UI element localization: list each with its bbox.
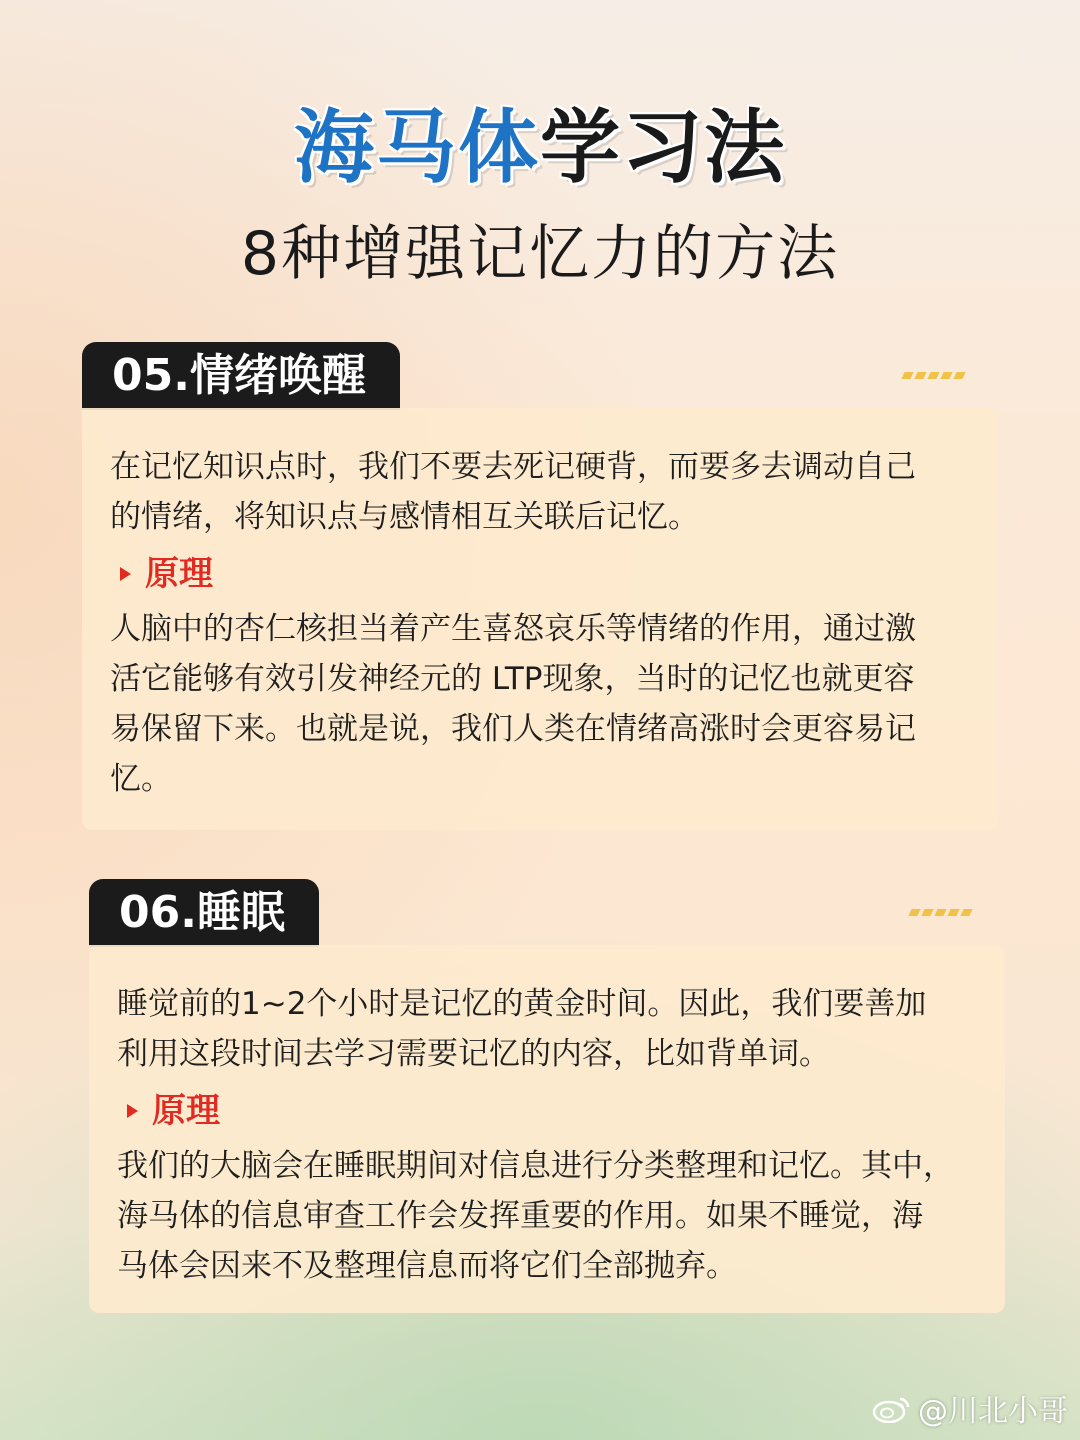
section-emotion (82, 342, 998, 830)
page-title (0, 100, 1080, 196)
intro-line: 利用这段时间去学习需要记忆的内容，比如背单词。 (117, 1036, 830, 1072)
triangle-bullet-icon (120, 567, 131, 581)
detail-line: 马体会因来不及整理信息而将它们全部抛弃。 (117, 1248, 737, 1284)
section-tab: 05.情绪唤醒 (82, 342, 400, 410)
decorative-dashes (903, 372, 964, 379)
title-rest: 学习法 (540, 101, 786, 194)
detail-line: 忆。 (110, 761, 172, 797)
watermark-text: @川北小哥 (918, 1394, 1068, 1429)
section-sleep (89, 879, 1005, 1313)
section-tab: 06.睡眠 (89, 879, 319, 947)
detail-line: 我们的大脑会在睡眠期间对信息进行分类整理和记忆。其中， (117, 1148, 954, 1184)
detail-line: 活它能够有效引发神经元的 LTP现象，当时的记忆也就更容 (110, 661, 915, 697)
page-subtitle: 8种增强记忆力的方法 (240, 219, 840, 289)
section-card (82, 408, 998, 830)
detail-line: 易保留下来。也就是说，我们人类在情绪高涨时会更容易记 (110, 711, 916, 747)
watermark (872, 1386, 1068, 1430)
principle-heading (117, 1087, 977, 1135)
principle-heading (110, 550, 970, 598)
intro-line: 在记忆知识点时，我们不要去死记硬背，而要多去调动自己 (110, 449, 916, 485)
intro-line: 睡觉前的1~2个小时是记忆的黄金时间。因此，我们要善加 (117, 986, 927, 1022)
weibo-logo-icon (872, 1393, 912, 1423)
principle-label: 原理 (152, 1091, 220, 1131)
intro-line: 的情绪，将知识点与感情相互关联后记忆。 (110, 499, 699, 535)
triangle-bullet-icon (127, 1104, 138, 1118)
detail-line: 海马体的信息审查工作会发挥重要的作用。如果不睡觉，海 (117, 1198, 923, 1234)
principle-label: 原理 (145, 554, 213, 594)
title-highlight: 海马体 (294, 101, 540, 194)
detail-line: 人脑中的杏仁核担当着产生喜怒哀乐等情绪的作用，通过激 (110, 611, 916, 647)
section-card (89, 945, 1005, 1313)
decorative-dashes (910, 909, 971, 916)
